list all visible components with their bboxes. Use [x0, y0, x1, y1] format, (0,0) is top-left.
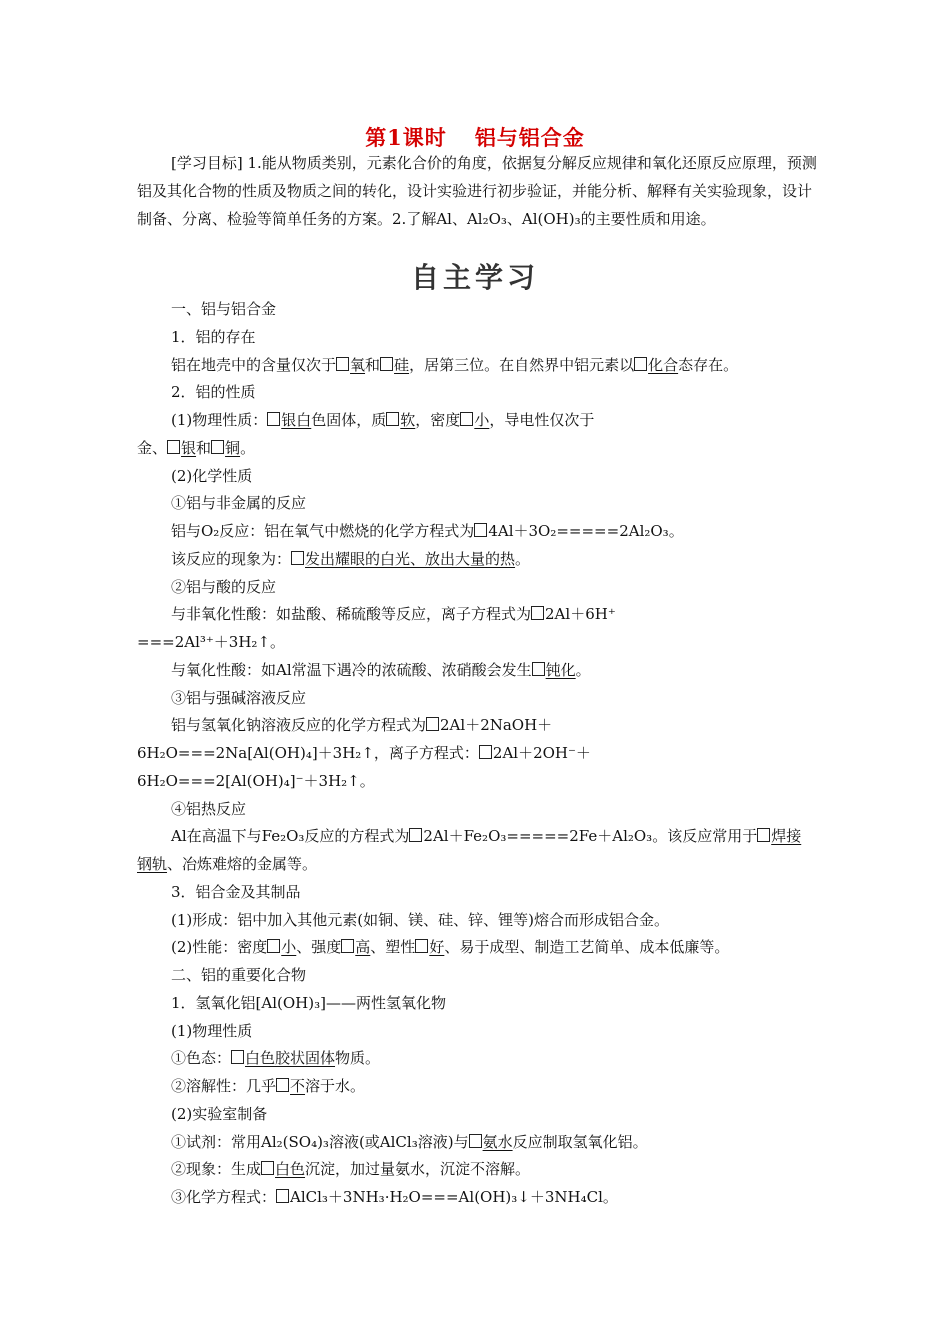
fill-answer: 钝化 — [545, 660, 576, 679]
goals-text: 1.能从物质类别，元素化合价的角度，依据复分解反应规律和氧化还原反应原理，预测铝及其化合物的性质及物质之间的转化，设计实验进行初步验证，并能分析、解释有关实验现象，设计制备、分离、检验等简单任务的方案。2.了解Al、Al₂O₃、Al(OH)₃的主要性质和用途。 — [137, 154, 817, 228]
fill-answer: 不 — [290, 1077, 306, 1095]
paragraph: 铝在地壳中的含量仅次于 氧和 硅，居第三位。在自然界中铝元素以 化合态存在。 — [171, 355, 739, 374]
item-label: ②铝与酸的反应 — [171, 577, 277, 596]
blank-box-icon — [276, 1078, 289, 1092]
section-2-title: 二、铝的重要化合物 — [171, 966, 307, 984]
blank-box-icon — [426, 717, 439, 731]
fill-answer: 好 — [429, 938, 445, 957]
paragraph: 铝与O₂反应：铝在氧气中燃烧的化学方程式为 4Al＋3O₂=====2Al₂O₃。 — [171, 522, 684, 540]
paragraph: 与非氧化性酸：如盐酸、稀硫酸等反应，离子方程式为 2Al＋6H⁺ — [171, 605, 616, 624]
fill-answer: 小 — [281, 938, 297, 957]
fill-answer: 小 — [474, 411, 490, 429]
blank-box-icon — [291, 551, 304, 565]
equation: ===2Al³⁺＋3H₂↑ — [137, 633, 271, 651]
fill-answer: 焊接 — [771, 827, 802, 846]
blank-box-icon — [479, 745, 492, 759]
blank-box-icon — [531, 606, 544, 620]
item-label: ③铝与强碱溶液反应 — [171, 688, 307, 707]
document-body — [137, 296, 827, 1212]
equation: 2Al＋Fe₂O₃=====2Fe＋Al₂O₃ — [423, 827, 653, 846]
paragraph: 6H₂O===2[Al(OH)₄]⁻＋3H₂↑。 — [137, 771, 375, 790]
blank-box-icon — [167, 440, 180, 454]
paragraph: 6H₂O===2Na[Al(OH)₄]＋3H₂↑，离子方程式： 2Al＋2OH⁻＋ — [137, 744, 591, 762]
blank-box-icon — [336, 357, 349, 371]
fill-answer: 软 — [400, 411, 416, 429]
paragraph: ②溶解性：几乎 不溶于水。 — [171, 1077, 366, 1095]
learning-goals — [137, 149, 819, 233]
paragraph: ①试剂：常用Al₂(SO₄)₃溶液(或AlCl₃溶液)与 氨水反应制取氢氧化铝。 — [171, 1132, 648, 1151]
blank-box-icon — [469, 1134, 482, 1148]
equation: AlCl₃＋3NH₃·H₂O===Al(OH)₃↓＋3NH₄Cl — [290, 1188, 603, 1206]
lesson-number: 第1课时 — [365, 125, 447, 150]
subsection-title: 2．铝的性质 — [171, 383, 256, 402]
subsection-title: 1．氢氧化铝[Al(OH)₃]——两性氢氧化物 — [171, 993, 446, 1012]
fill-answer: 氨水 — [482, 1132, 513, 1151]
fill-answer: 化合 — [648, 355, 679, 374]
paragraph: (1)物理性质： 银白色固体，质 软，密度 小，导电性仅次于 — [171, 411, 595, 429]
subsection-title: 1．铝的存在 — [171, 327, 256, 346]
paragraph: (2)性能：密度 小、强度 高、塑性 好、易于成型、制造工艺简单、成本低廉等。 — [171, 938, 730, 957]
paragraph: Al在高温下与Fe₂O₃反应的方程式为 2Al＋Fe₂O₃=====2Fe＋Al₂O₃。该反应常用于 焊接 — [171, 827, 802, 846]
paragraph: ②现象：生成 白色沉淀，加过量氨水，沉淀不溶解。 — [171, 1160, 531, 1179]
blank-box-icon — [261, 1161, 274, 1175]
blank-box-icon — [276, 1189, 289, 1203]
fill-answer: 银白 — [281, 411, 312, 429]
paragraph: 金、 银和 铜。 — [137, 438, 256, 457]
blank-box-icon — [386, 412, 399, 426]
lesson-topic: 铝与铝合金 — [474, 125, 585, 150]
fill-answer: 铜 — [225, 438, 241, 457]
fill-answer: 白色胶状固体 — [245, 1049, 336, 1068]
blank-box-icon — [460, 412, 473, 426]
blank-box-icon — [231, 1050, 244, 1064]
equation: 6H₂O===2Na[Al(OH)₄]＋3H₂↑ — [137, 744, 374, 762]
blank-box-icon — [267, 939, 280, 953]
blank-box-icon — [415, 939, 428, 953]
paragraph: ①色态： 白色胶状固体物质。 — [171, 1049, 381, 1068]
blank-box-icon — [380, 357, 393, 371]
paragraph: 钢轨、冶炼难熔的金属等。 — [137, 855, 318, 873]
fill-answer: 硅 — [394, 355, 410, 374]
fill-answer: 钢轨 — [137, 855, 168, 873]
subsection-title: 3．铝合金及其制品 — [171, 882, 301, 901]
fill-answer: 高 — [355, 938, 371, 957]
blank-box-icon — [211, 440, 224, 454]
item-label: (1)物理性质 — [171, 1021, 253, 1040]
paragraph: ===2Al³⁺＋3H₂↑。 — [137, 633, 286, 651]
item-label: (2)实验室制备 — [171, 1104, 268, 1123]
equation: 2Al＋2OH⁻＋ — [492, 744, 591, 762]
item-label: (2)化学性质 — [171, 466, 253, 485]
paragraph: 该反应的现象为： 发出耀眼的白光、放出大量的热。 — [171, 549, 531, 568]
blank-box-icon — [341, 939, 354, 953]
blank-box-icon — [634, 357, 647, 371]
blank-box-icon — [409, 828, 422, 842]
paragraph: 铝与氢氧化钠溶液反应的化学方程式为 2Al＋2NaOH＋ — [171, 716, 553, 735]
blank-box-icon — [267, 412, 280, 426]
blank-box-icon — [757, 828, 770, 842]
goals-label: [学习目标] — [171, 154, 243, 172]
section-heading: 自主学习 — [410, 261, 539, 294]
paragraph: 与氧化性酸：如Al常温下遇冷的浓硫酸、浓硝酸会发生 钝化。 — [171, 660, 591, 679]
item-label: ①铝与非金属的反应 — [171, 494, 307, 513]
blank-box-icon — [532, 662, 545, 676]
fill-answer: 氧 — [350, 355, 366, 374]
item-label: ④铝热反应 — [171, 799, 247, 818]
paragraph: (1)形成：铝中加入其他元素(如铜、镁、硅、锌、锂等)熔合而形成铝合金。 — [171, 910, 669, 929]
equation: 6H₂O===2[Al(OH)₄]⁻＋3H₂↑ — [137, 771, 360, 790]
paragraph: ③化学方程式： AlCl₃＋3NH₃·H₂O===Al(OH)₃↓＋3NH₄Cl。 — [171, 1188, 618, 1206]
fill-answer: 白色 — [275, 1160, 306, 1179]
equation: 2Al＋2NaOH＋ — [440, 716, 553, 735]
blank-box-icon — [474, 523, 487, 537]
equation: 2Al＋6H⁺ — [545, 605, 616, 624]
fill-answer: 发出耀眼的白光、放出大量的热 — [305, 549, 516, 568]
lesson-title — [0, 122, 950, 152]
section-1-title: 一、铝与铝合金 — [171, 300, 277, 318]
fill-answer: 银 — [181, 438, 197, 457]
equation: 4Al＋3O₂=====2Al₂O₃ — [488, 522, 669, 540]
